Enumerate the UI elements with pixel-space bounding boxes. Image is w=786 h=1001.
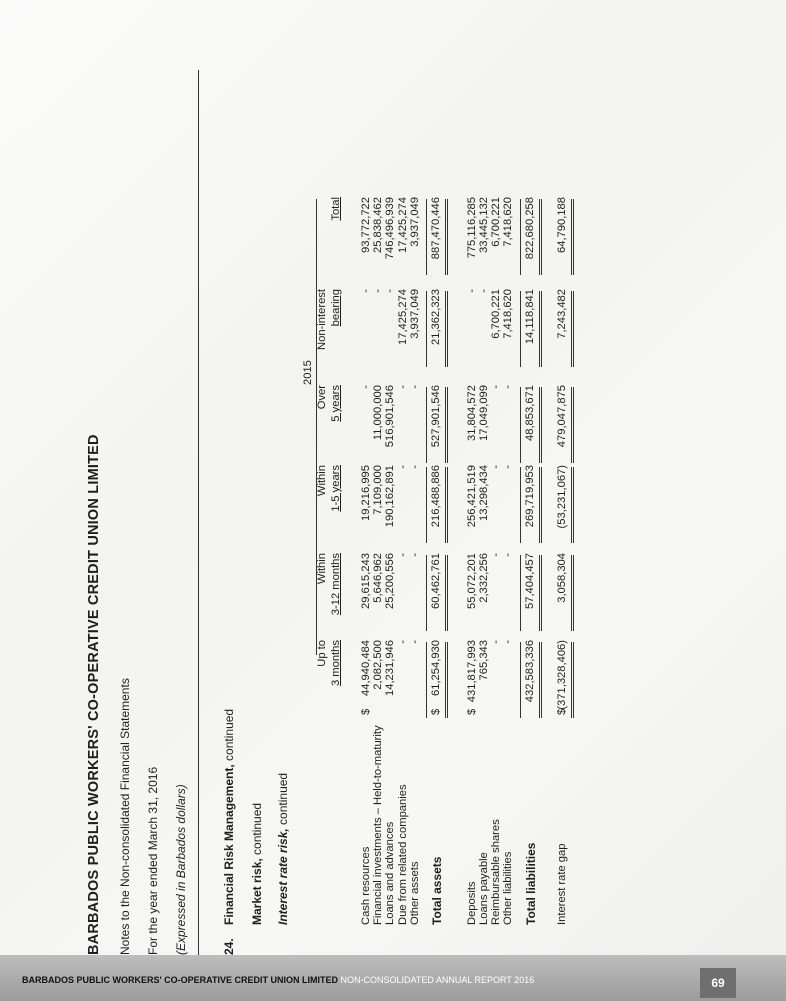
- double-rule: [445, 387, 448, 463]
- liability-row-label: Deposits: [466, 881, 478, 925]
- total-liabilities-value: 57,404,457: [524, 553, 536, 609]
- asset-row-value: -: [360, 289, 372, 293]
- total-liabilities-value: 432,583,336: [524, 640, 536, 703]
- double-rule: [539, 467, 542, 543]
- total-rule: [426, 291, 427, 367]
- asset-row-value: 5,646,962: [372, 553, 384, 603]
- total-rule: [520, 642, 521, 718]
- asset-row-label: Due from related companies: [397, 784, 409, 925]
- year-rule: [316, 199, 317, 655]
- column-header-top: Within: [316, 465, 328, 497]
- column-header-top: Non-interest: [316, 289, 328, 350]
- asset-row-value: 17,425,274: [397, 289, 409, 345]
- total-rule: [520, 291, 521, 367]
- total-rule: [520, 555, 521, 631]
- asset-row-label: Other assets: [409, 861, 421, 925]
- interest-rate-gap-value: 7,243,482: [556, 289, 568, 339]
- liability-row-value: 7,418,620: [502, 197, 514, 247]
- liability-row-label: Loans payable: [478, 852, 490, 925]
- total-rule: [520, 199, 521, 275]
- total-liabilities-value: 48,853,671: [524, 385, 536, 441]
- double-rule: [571, 291, 574, 367]
- total-assets-label: Total assets: [430, 856, 444, 925]
- asset-row-value: 3,937,049: [409, 197, 421, 247]
- liability-row-value: 6,700,221: [490, 197, 502, 247]
- header-rule: [198, 70, 199, 955]
- asset-row-value: 190,162,891: [384, 465, 396, 528]
- asset-row-value: 29,615,243: [360, 553, 372, 609]
- liability-row-label: Reimbursable shares: [490, 819, 502, 925]
- liability-row-value: 431,817,993: [466, 640, 478, 703]
- double-rule: [539, 387, 542, 463]
- double-rule: [571, 555, 574, 631]
- total-liabilities-value: 269,719,953: [524, 465, 536, 528]
- asset-row-value: -: [409, 640, 421, 644]
- total-rule: [426, 555, 427, 631]
- footer-brand: BARBADOS PUBLIC WORKERS' CO-OPERATIVE CREDIT UNION LIMITED NON-CONSOLIDATED ANNUAL REPORT 2016: [22, 975, 535, 985]
- column-header: 5 years: [330, 385, 342, 422]
- column-header-top: Up to: [316, 640, 328, 667]
- column-header-top: Over: [316, 385, 328, 410]
- total-assets-value: 216,488,886: [430, 465, 442, 528]
- asset-row-value: 17,425,274: [397, 197, 409, 253]
- asset-row-value: 14,231,946: [384, 640, 396, 696]
- interest-rate-gap-value: 479,047,875: [556, 385, 568, 448]
- liability-row-value: 6,700,221: [490, 289, 502, 339]
- currency-subtitle: (Expressed in Barbados dollars): [174, 784, 188, 955]
- section-number: 24.: [222, 938, 236, 955]
- double-rule: [571, 387, 574, 463]
- asset-row-value: -: [360, 385, 372, 389]
- interest-rate-risk-heading: Interest rate risk, continued: [276, 772, 290, 925]
- total-assets-value: 61,254,930: [430, 640, 442, 696]
- total-liabilities-label: Total liabilities: [524, 842, 538, 925]
- interest-rate-gap-value: (53,231,067): [556, 465, 568, 529]
- interest-rate-gap-value: (371,328,406): [556, 640, 568, 710]
- asset-row-label: Loans and advances: [384, 821, 396, 925]
- column-header: 3-12 months: [330, 553, 342, 616]
- liability-row-value: -: [502, 640, 514, 644]
- market-risk-heading: Market risk, continued: [250, 802, 264, 925]
- asset-row-value: -: [397, 385, 409, 389]
- liability-row-value: -: [502, 385, 514, 389]
- asset-row-value: 746,496,939: [384, 197, 396, 260]
- asset-row-value: 25,838,462: [372, 197, 384, 253]
- asset-row-value: -: [409, 553, 421, 557]
- asset-row-value: -: [397, 465, 409, 469]
- rotated-page-content: [70, 70, 620, 955]
- total-rule: [520, 387, 521, 463]
- asset-row-value: 25,200,556: [384, 553, 396, 609]
- double-rule: [539, 555, 542, 631]
- asset-row-value: -: [397, 640, 409, 644]
- liability-row-value: -: [490, 385, 502, 389]
- liability-row-value: 775,116,285: [466, 197, 478, 259]
- asset-row-value: 44,940,484: [360, 640, 372, 696]
- total-rule: [426, 199, 427, 275]
- total-assets-value: 21,362,323: [430, 289, 442, 345]
- total-liabilities-value: 14,118,841: [524, 289, 536, 345]
- total-assets-value: 60,462,761: [430, 553, 442, 609]
- double-rule: [445, 291, 448, 367]
- total-rule: [426, 387, 427, 463]
- currency-symbol: $: [466, 708, 478, 715]
- asset-row-value: -: [397, 553, 409, 557]
- asset-row-value: -: [384, 289, 396, 293]
- double-rule: [571, 199, 574, 275]
- asset-row-value: 2,082,500: [372, 640, 384, 690]
- asset-row-value: -: [409, 465, 421, 469]
- liability-row-value: -: [466, 289, 478, 293]
- liability-row-value: -: [478, 289, 490, 293]
- liability-row-value: 13,298,434: [478, 465, 490, 521]
- liability-row-value: 2,332,256: [478, 553, 490, 603]
- asset-row-value: -: [409, 385, 421, 389]
- total-rule: [426, 642, 427, 718]
- total-rule: [520, 467, 521, 543]
- column-header: bearing: [330, 289, 342, 327]
- asset-row-value: 516,901,546: [384, 385, 396, 448]
- page-number: 69: [700, 968, 736, 998]
- liability-row-label: Other liabilities: [502, 851, 514, 925]
- total-assets-value: 887,470,446: [430, 197, 442, 260]
- liability-row-value: 7,418,620: [502, 289, 514, 339]
- double-rule: [445, 642, 448, 718]
- double-rule: [571, 467, 574, 543]
- double-rule: [539, 291, 542, 367]
- liability-row-value: 765,343: [478, 640, 490, 681]
- double-rule: [445, 555, 448, 631]
- period-subtitle: For the year ended March 31, 2016: [146, 766, 160, 955]
- asset-row-value: 93,772,722: [360, 197, 372, 253]
- column-header: 1-5 years: [330, 465, 342, 512]
- total-assets-value: 527,901,546: [430, 385, 442, 448]
- liability-row-value: -: [502, 465, 514, 469]
- liability-row-value: 55,072,201: [466, 553, 478, 609]
- column-header-top: Within: [316, 553, 328, 585]
- asset-row-value: -: [372, 289, 384, 293]
- liability-row-value: -: [490, 465, 502, 469]
- total-liabilities-value: 822,680,258: [524, 197, 536, 260]
- liability-row-value: -: [490, 553, 502, 557]
- column-header: 3 months: [330, 640, 342, 687]
- footer-bar: [0, 955, 786, 1001]
- currency-symbol: $: [430, 708, 442, 715]
- double-rule: [539, 199, 542, 275]
- liability-row-value: 17,049,099: [478, 385, 490, 441]
- section-heading: Financial Risk Management, continued: [222, 708, 236, 925]
- page-title: BARBADOS PUBLIC WORKERS' CO-OPERATIVE CREDIT UNION LIMITED: [86, 434, 102, 955]
- asset-row-value: 11,000,000: [372, 385, 384, 441]
- double-rule: [571, 642, 574, 718]
- year-header: 2015: [302, 360, 314, 385]
- double-rule: [539, 642, 542, 718]
- double-rule: [445, 467, 448, 543]
- interest-rate-gap-label: Interest rate gap: [556, 843, 568, 925]
- asset-row-label: Cash resources: [360, 846, 372, 925]
- interest-rate-gap-value: 64,790,188: [556, 197, 568, 253]
- asset-row-value: 19,216,995: [360, 465, 372, 521]
- asset-row-label: Financial investments – Held-to-maturity: [372, 725, 384, 925]
- liability-row-value: -: [490, 640, 502, 644]
- liability-row-value: -: [502, 553, 514, 557]
- currency-symbol: $: [556, 708, 568, 715]
- total-rule: [426, 467, 427, 543]
- liability-row-value: 256,421,519: [466, 465, 478, 528]
- liability-row-value: 33,445,132: [478, 197, 490, 253]
- liability-row-value: 31,804,572: [466, 385, 478, 441]
- interest-rate-gap-value: 3,058,304: [556, 553, 568, 603]
- column-header: Total: [330, 197, 342, 221]
- asset-row-value: 7,109,000: [372, 465, 384, 515]
- asset-row-value: 3,937,049: [409, 289, 421, 339]
- currency-symbol: $: [360, 708, 372, 715]
- notes-subtitle: Notes to the Non-consolidated Financial Statements: [118, 678, 132, 955]
- double-rule: [445, 199, 448, 275]
